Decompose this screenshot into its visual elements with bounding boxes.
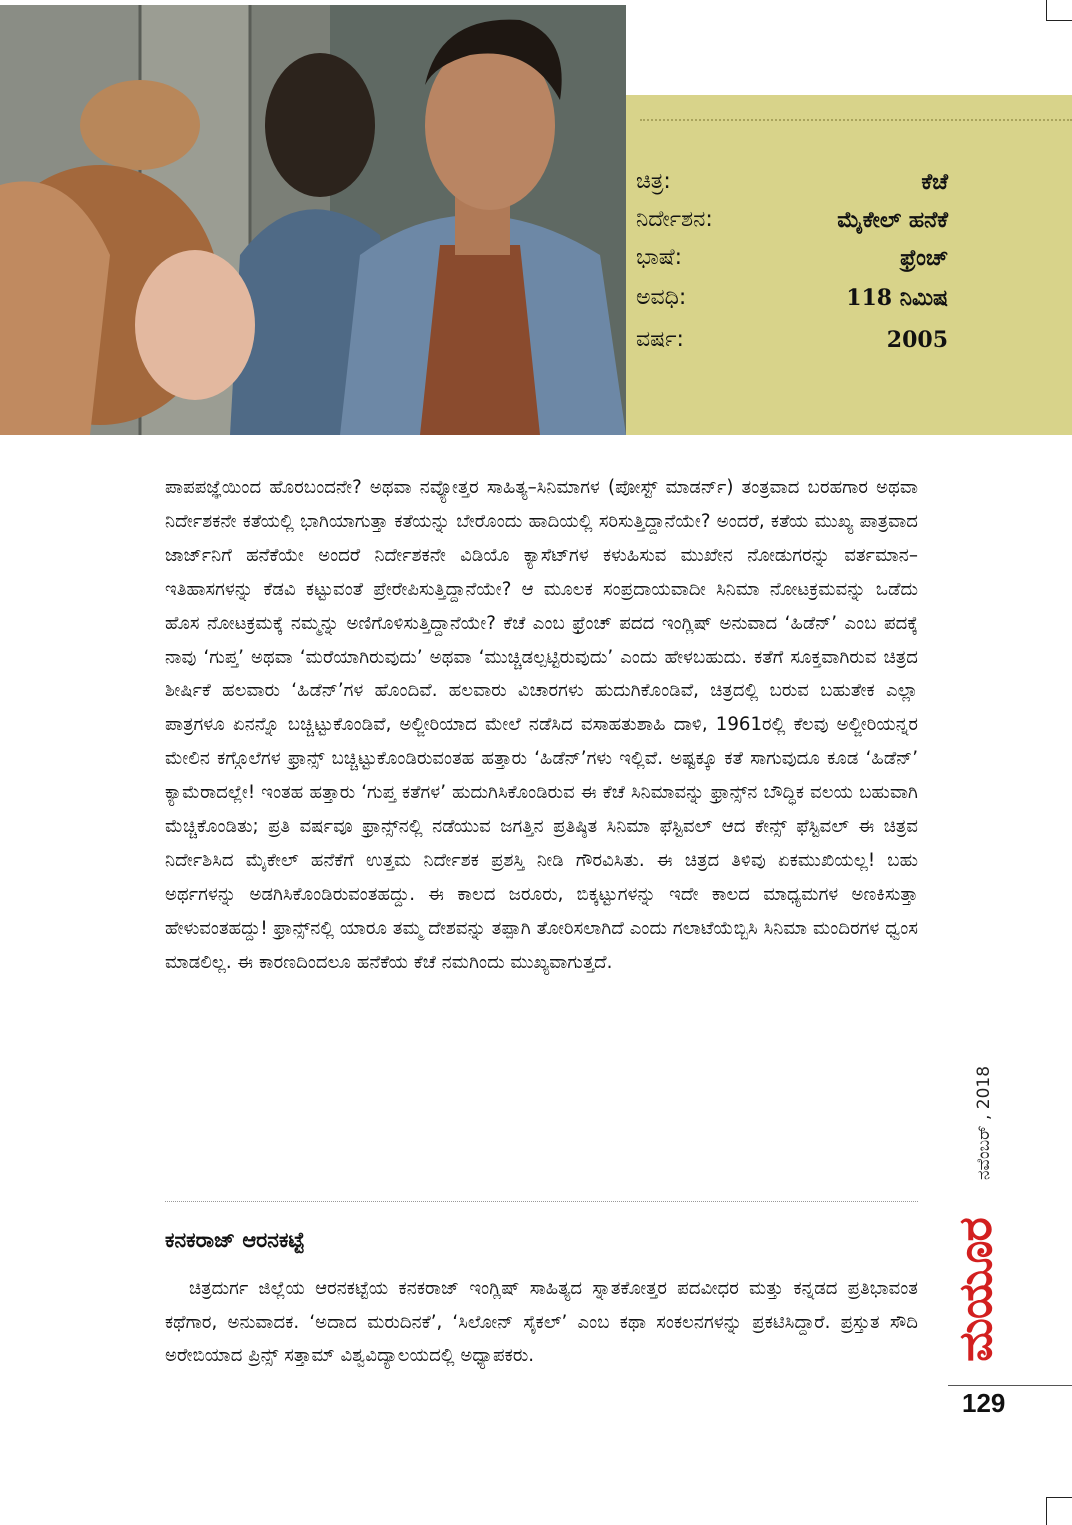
crop-mark-bottom xyxy=(1046,1497,1047,1525)
info-value: ಕೆಚೆ xyxy=(921,169,948,195)
author-divider xyxy=(165,1201,918,1202)
info-label: ವರ್ಷ: xyxy=(636,327,684,352)
article-paragraph: ಪಾಪಪಜ್ಞೆಯಿಂದ ಹೊರಬಂದನೇ? ಅಥವಾ ನವ್ಯೋತ್ತರ ಸಾಹಿತ್ಯ–ಸಿನಿಮಾಗಳ (ಪೋಸ್ಟ್ ಮಾಡರ್ನ್) ತಂತ್ರವಾದ ಬರಹಗಾರ ಅಥವಾ ನಿರ್ದೇಶಕನೇ ಕತೆಯಲ್ಲಿ ಭಾಗಿಯಾಗುತ್ತಾ ಕತೆಯನ್ನು ಬೇರೊಂದು ಹಾದಿಯಲ್ಲಿ ಸರಿಸುತ್ತಿದ್ದಾನೆಯೇ? ಅಂದರೆ, ಕತೆಯ ಮುಖ್ಯ ಪಾತ್ರವಾದ ಜಾರ್ಜ್‌ನಿಗೆ ಹನೆಕೆಯೇ ಅಂದರೆ ನಿರ್ದೇಶಕನೇ ವಿಡಿಯೊ ಕ್ಯಾಸೆಟ್‌ಗಳ ಕಳುಹಿಸುವ ಮುಖೇನ ನೋಡುಗರನ್ನು ವರ್ತಮಾನ– ಇತಿಹಾಸಗಳನ್ನು ಕೆಡವಿ ಕಟ್ಟುವಂತೆ ಪ್ರೇರೇಪಿಸುತ್ತಿದ್ದಾನೆಯೇ? ಆ ಮೂಲಕ ಸಂಪ್ರದಾಯವಾದೀ ಸಿನಿಮಾ ನೋಟಕ್ರಮವನ್ನು ಒಡೆದು ಹೊಸ ನೋಟಕ್ರಮಕ್ಕೆ ನಮ್ಮನ್ನು ಅಣಿಗೊಳಿಸುತ್ತಿದ್ದಾನೆಯೇ? ಕೆಚೆ ಎಂಬ ಫ್ರೆಂಚ್ ಪದದ ಇಂಗ್ಲಿಷ್ ಅನುವಾದ ‘ಹಿಡೆನ್’ ಎಂಬ ಪದಕ್ಕೆ ನಾವು ‘ಗುಪ್ತ’ ಅಥವಾ ‘ಮರೆಯಾಗಿರುವುದು’ ಅಥವಾ ‘ಮುಚ್ಚಿಡಲ್ಪಟ್ಟಿರುವುದು’ ಎಂದು ಹೇಳಬಹುದು. ಕತೆಗೆ ಸೂಕ್ತವಾಗಿರುವ ಚಿತ್ರದ ಶೀರ್ಷಿಕೆ ಹಲವಾರು ‘ಹಿಡೆನ್’ಗಳ ಹೊಂದಿವೆ. ಹಲವಾರು ವಿಚಾರಗಳು ಹುದುಗಿಕೊಂಡಿವೆ, ಚಿತ್ರದಲ್ಲಿ ಬರುವ ಬಹುತೇಕ ಎಲ್ಲಾ ಪಾತ್ರಗಳೂ ಏನನ್ನೊ ಬಚ್ಚಿಟ್ಟುಕೊಂಡಿವೆ, ಅಲ್ಜೀರಿಯಾದ ಮೇಲೆ ನಡೆಸಿದ ವಸಾಹತುಶಾಹಿ ದಾಳಿ, 1961ರಲ್ಲಿ ಕೆಲವು ಅಲ್ಜೀರಿಯನ್ನರ ಮೇಲಿನ ಕಗ್ಗೊಲೆಗಳ ಫ್ರಾನ್ಸ್ ಬಚ್ಚಿಟ್ಟುಕೊಂಡಿರುವಂತಹ ಹತ್ತಾರು ‘ಹಿಡೆನ್’ಗಳು ಇಲ್ಲಿವೆ. ಅಷ್ಟಕ್ಕೂ ಕತೆ ಸಾಗುವುದೂ ಕೂಡ ‘ಹಿಡೆನ್’ ಕ್ಯಾಮೆರಾದಲ್ಲೇ! ಇಂತಹ ಹತ್ತಾರು ‘ಗುಪ್ತ ಕತೆಗಳ’ ಹುದುಗಿಸಿಕೊಂಡಿರುವ ಈ ಕೆಚೆ ಸಿನಿಮಾವನ್ನು ಫ್ರಾನ್ಸ್‌ನ ಬೌದ್ಧಿಕ ವಲಯ ಬಹುವಾಗಿ ಮೆಚ್ಚಿಕೊಂಡಿತು; ಪ್ರತಿ ವರ್ಷವೂ ಫ್ರಾನ್ಸ್‌ನಲ್ಲಿ ನಡೆಯುವ ಜಗತ್ತಿನ ಪ್ರತಿಷ್ಠಿತ ಸಿನಿಮಾ ಫೆಸ್ಟಿವಲ್ ಆದ ಕೇನ್ಸ್ ಫೆಸ್ಟಿವಲ್ ಈ ಚಿತ್ರವ ನಿರ್ದೇಶಿಸಿದ ಮೈಕೇಲ್ ಹನೆಕೆಗೆ ಉತ್ತಮ ನಿರ್ದೇಶಕ ಪ್ರಶಸ್ತಿ ನೀಡಿ ಗೌರವಿಸಿತು. ಈ ಚಿತ್ರದ ತಿಳಿವು ಏಕಮುಖಿಯಲ್ಲ! ಬಹು ಅರ್ಥಗಳನ್ನು ಅಡಗಿಸಿಕೊಂಡಿರುವಂತಹದ್ದು. ಈ ಕಾಲದ ಜರೂರು, ಬಿಕ್ಕಟ್ಟುಗಳನ್ನು ಇದೇ ಕಾಲದ ಮಾಧ್ಯಮಗಳ ಅಣಕಿಸುತ್ತಾ ಹೇಳುವಂತಹದ್ದು! ಫ್ರಾನ್ಸ್‌ನಲ್ಲಿ ಯಾರೂ ತಮ್ಮ ದೇಶವನ್ನು ತಪ್ಪಾಗಿ ತೋರಿಸಲಾಗಿದೆ ಎಂದು ಗಲಾಟೆಯೆಬ್ಬಿಸಿ ಸಿನಿಮಾ ಮಂದಿರಗಳ ಧ್ವಂಸ ಮಾಡಲಿಲ್ಲ. ಈ ಕಾರಣದಿಂದಲೂ ಹನೆಕೆಯ ಕೆಚೆ ನಮಗಿಂದು ಮುಖ್ಯವಾಗುತ್ತದೆ. xyxy=(165,477,918,973)
info-row-director xyxy=(636,207,948,241)
crop-mark-bottom-h xyxy=(1046,1497,1072,1498)
magazine-logo-text: ಮಯೂರ xyxy=(948,1218,1002,1362)
info-row-language xyxy=(636,245,948,279)
film-info-box xyxy=(626,95,1072,435)
crop-mark-top-h xyxy=(1046,20,1072,21)
author-bio: ಚಿತ್ರದುರ್ಗ ಜಿಲ್ಲೆಯ ಆರನಕಟ್ಟೆಯ ಕನಕರಾಜ್ ಇಂಗ್ಲಿಷ್ ಸಾಹಿತ್ಯದ ಸ್ನಾತಕೋತ್ತರ ಪದವೀಧರ ಮತ್ತು ಕನ್ನಡದ ಪ್ರತಿಭಾವಂತ ಕಥೆಗಾರ, ಅನುವಾದಕ. ‘ಅದಾದ ಮರುದಿನಕೆ’, ‘ಸಿಲೋನ್ ಸೈಕಲ್’ ಎಂಬ ಕಥಾ ಸಂಕಲನಗಳನ್ನು ಪ್ರಕಟಿಸಿದ್ದಾರೆ. ಪ್ರಸ್ತುತ ಸೌದಿ ಅರೇಬಿಯಾದ ಪ್ರಿನ್ಸ್ ಸತ್ತಾಮ್ ವಿಶ್ವವಿದ್ಯಾಲಯದಲ್ಲಿ ಅಧ್ಯಾಪಕರು. xyxy=(165,1278,918,1366)
info-row-year xyxy=(636,327,948,361)
magazine-logo xyxy=(948,1210,1002,1370)
author-name: ಕನಕರಾಜ್ ಆರನಕಟ್ಟೆ xyxy=(165,1228,305,1252)
info-value: 2005 xyxy=(886,327,948,353)
issue-date-text: ನವೆಂಬರ್ , 2018 xyxy=(974,1065,994,1180)
dotted-divider xyxy=(640,119,1072,121)
film-still-photo xyxy=(0,5,626,435)
info-label: ನಿರ್ದೇಶನ: xyxy=(636,207,713,232)
crop-mark-top xyxy=(1046,0,1047,20)
info-label: ಅವಧಿ: xyxy=(636,285,687,310)
article-body xyxy=(165,471,918,980)
info-value: 118 ನಿಮಿಷ xyxy=(846,285,948,311)
info-value: ಫ್ರೆಂಚ್ xyxy=(900,245,948,271)
page-number-rule xyxy=(948,1385,1072,1386)
info-value: ಮೈಕೇಲ್ ಹನೆಕೆ xyxy=(837,207,948,233)
info-label: ಚಿತ್ರ: xyxy=(636,169,671,194)
info-row-duration xyxy=(636,285,948,319)
info-label: ಭಾಷೆ: xyxy=(636,245,683,270)
page-number: 129 xyxy=(962,1388,1006,1418)
info-row-film xyxy=(636,169,948,203)
